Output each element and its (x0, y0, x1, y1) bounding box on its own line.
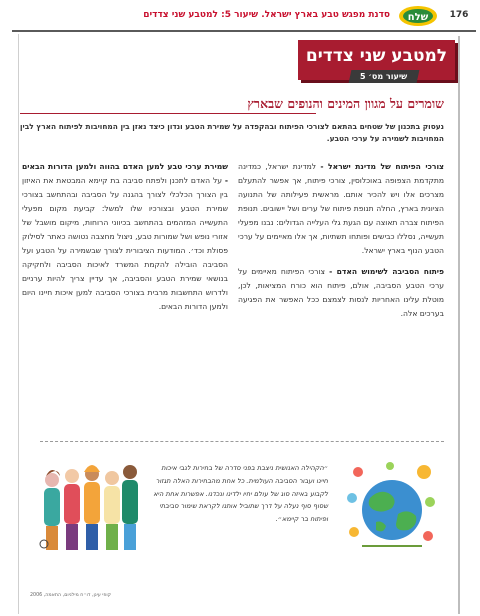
left-column (22, 160, 228, 321)
paragraph-lead: צורכי הפיתוח של מדינת ישראל - (320, 162, 445, 171)
paragraph-body: על האדם לתכנן ולפתח סביבה בת קיימא המבטאת את האיזון בין הצורך הכלכלי לצורך בהגנה על הסביבה ובהתחשב בצורכי שמירת הטבע ובצורכיו שלו למשל: קביעת מקום מפעלי התעשייה המזהמים בהתחשב בכיווני הרוחות, מיקום מושבל של אזורי נופש ושל שמורות טבע, ניצול מחצבה נטושה כאתר לסילוק פסולת וכד׳. המודעות הציבורית לצורך שבשמירה על הטבע ועל הסביבה הובילה להקמת המשרד לאיכות הסביבה ולחקיקה בנושאי שמירת הטבע והסביבה, אך עדיין צריך להיות ערניים ולדרוש התחשבות מרבית בצורכי הסביבה למען איכות חיינו היום ולמען הדורות הבאים. (22, 176, 228, 311)
page-frame-right (458, 36, 460, 614)
paragraph-lead: פיתוח הסביבה לשימוש האדם - (329, 267, 444, 276)
page-frame-left (18, 34, 19, 614)
program-logo (398, 5, 438, 27)
lesson-number-tab (349, 70, 420, 83)
right-column (238, 160, 444, 328)
heading-underline (20, 113, 316, 114)
header-rule (12, 30, 476, 32)
footnote: קופי עינן, דו״ח מילניום, התאמה, 2006 (30, 593, 112, 598)
running-title: סדנת מפגש טבע בארץ ישראל. שיעור 5: למטבע שני צדדים (143, 10, 390, 20)
paragraph (238, 265, 444, 321)
paragraph (22, 160, 228, 314)
quote-block: ״הקהילה האנושית ניצבת בפני סדרה של בחירות לגבי איכות חיינו ועבור הסביבה העולמית. כל אחת מהבחירות האלה תגזור לקבוע באיזה סוג של עולם יחיו ילדינו ונכדנו. אפשרות אחת היא שסוף סוף נעלה על דרך שתוביל אותנו לקראת שימור סביבתי ופיתוח בר קיימא״. (153, 464, 328, 524)
eco-globe-illustration (340, 458, 440, 554)
section-heading: שומרים על מגוון המינים והנופים שבארץ (247, 96, 444, 111)
paragraph (238, 160, 444, 258)
page-number: 176 (449, 10, 469, 20)
paragraph-lead: שמירת ערכי טבע למען האדם בהווה ולמען הדורות הבאים - (22, 162, 228, 185)
paragraph-body: למדינת ישראל, כמדינה מתקדמת הצפופה באוכלוסין, צורכי פיתוח, אך אפשר להתעלם מצרכים אלו ויש להכיר אותם. מראשית פעילותה של התנועה הציונית בארץ, החלה תנופת פיתוח של ערים ושל יישובים. תנופת הפיתוח צברה תאוצה עם הגעת גלי העלייה הגדולים: נבנו מפעלי תעשייה, נסללו כבישים ופותחו תשתיות, אך אלו מאיימים על ערכי הטבע הנוף בארץ ישראל. (238, 162, 444, 255)
people-illustration (38, 458, 142, 556)
section-divider (40, 441, 444, 442)
logo-text: שלח (407, 12, 429, 23)
running-header (0, 0, 480, 34)
intro-paragraph: נעסוק בתכנון של שטחים בהתאם לצורכי הפיתוח ובהקפדה על שמירת הטבע ונדון כיצד נאזן בין המחויבות לפיתוח הארץ לבין המחויבות לשמירה על ערכי הטבע. (20, 122, 444, 143)
paragraph-body: צורכי הפיתוח מאיימים על ערכי הטבע הסביבה, אולם, פיתוח הוא כורח המציאות, לכן, מוטלת עלינו האחריות לנסות לצמצם ככל האפשר את הפגיעה בערכים אלה. (238, 267, 444, 318)
lesson-number: שיעור מס׳ 5 (360, 72, 408, 81)
lesson-title: למטבע שני צדדים (305, 46, 448, 66)
